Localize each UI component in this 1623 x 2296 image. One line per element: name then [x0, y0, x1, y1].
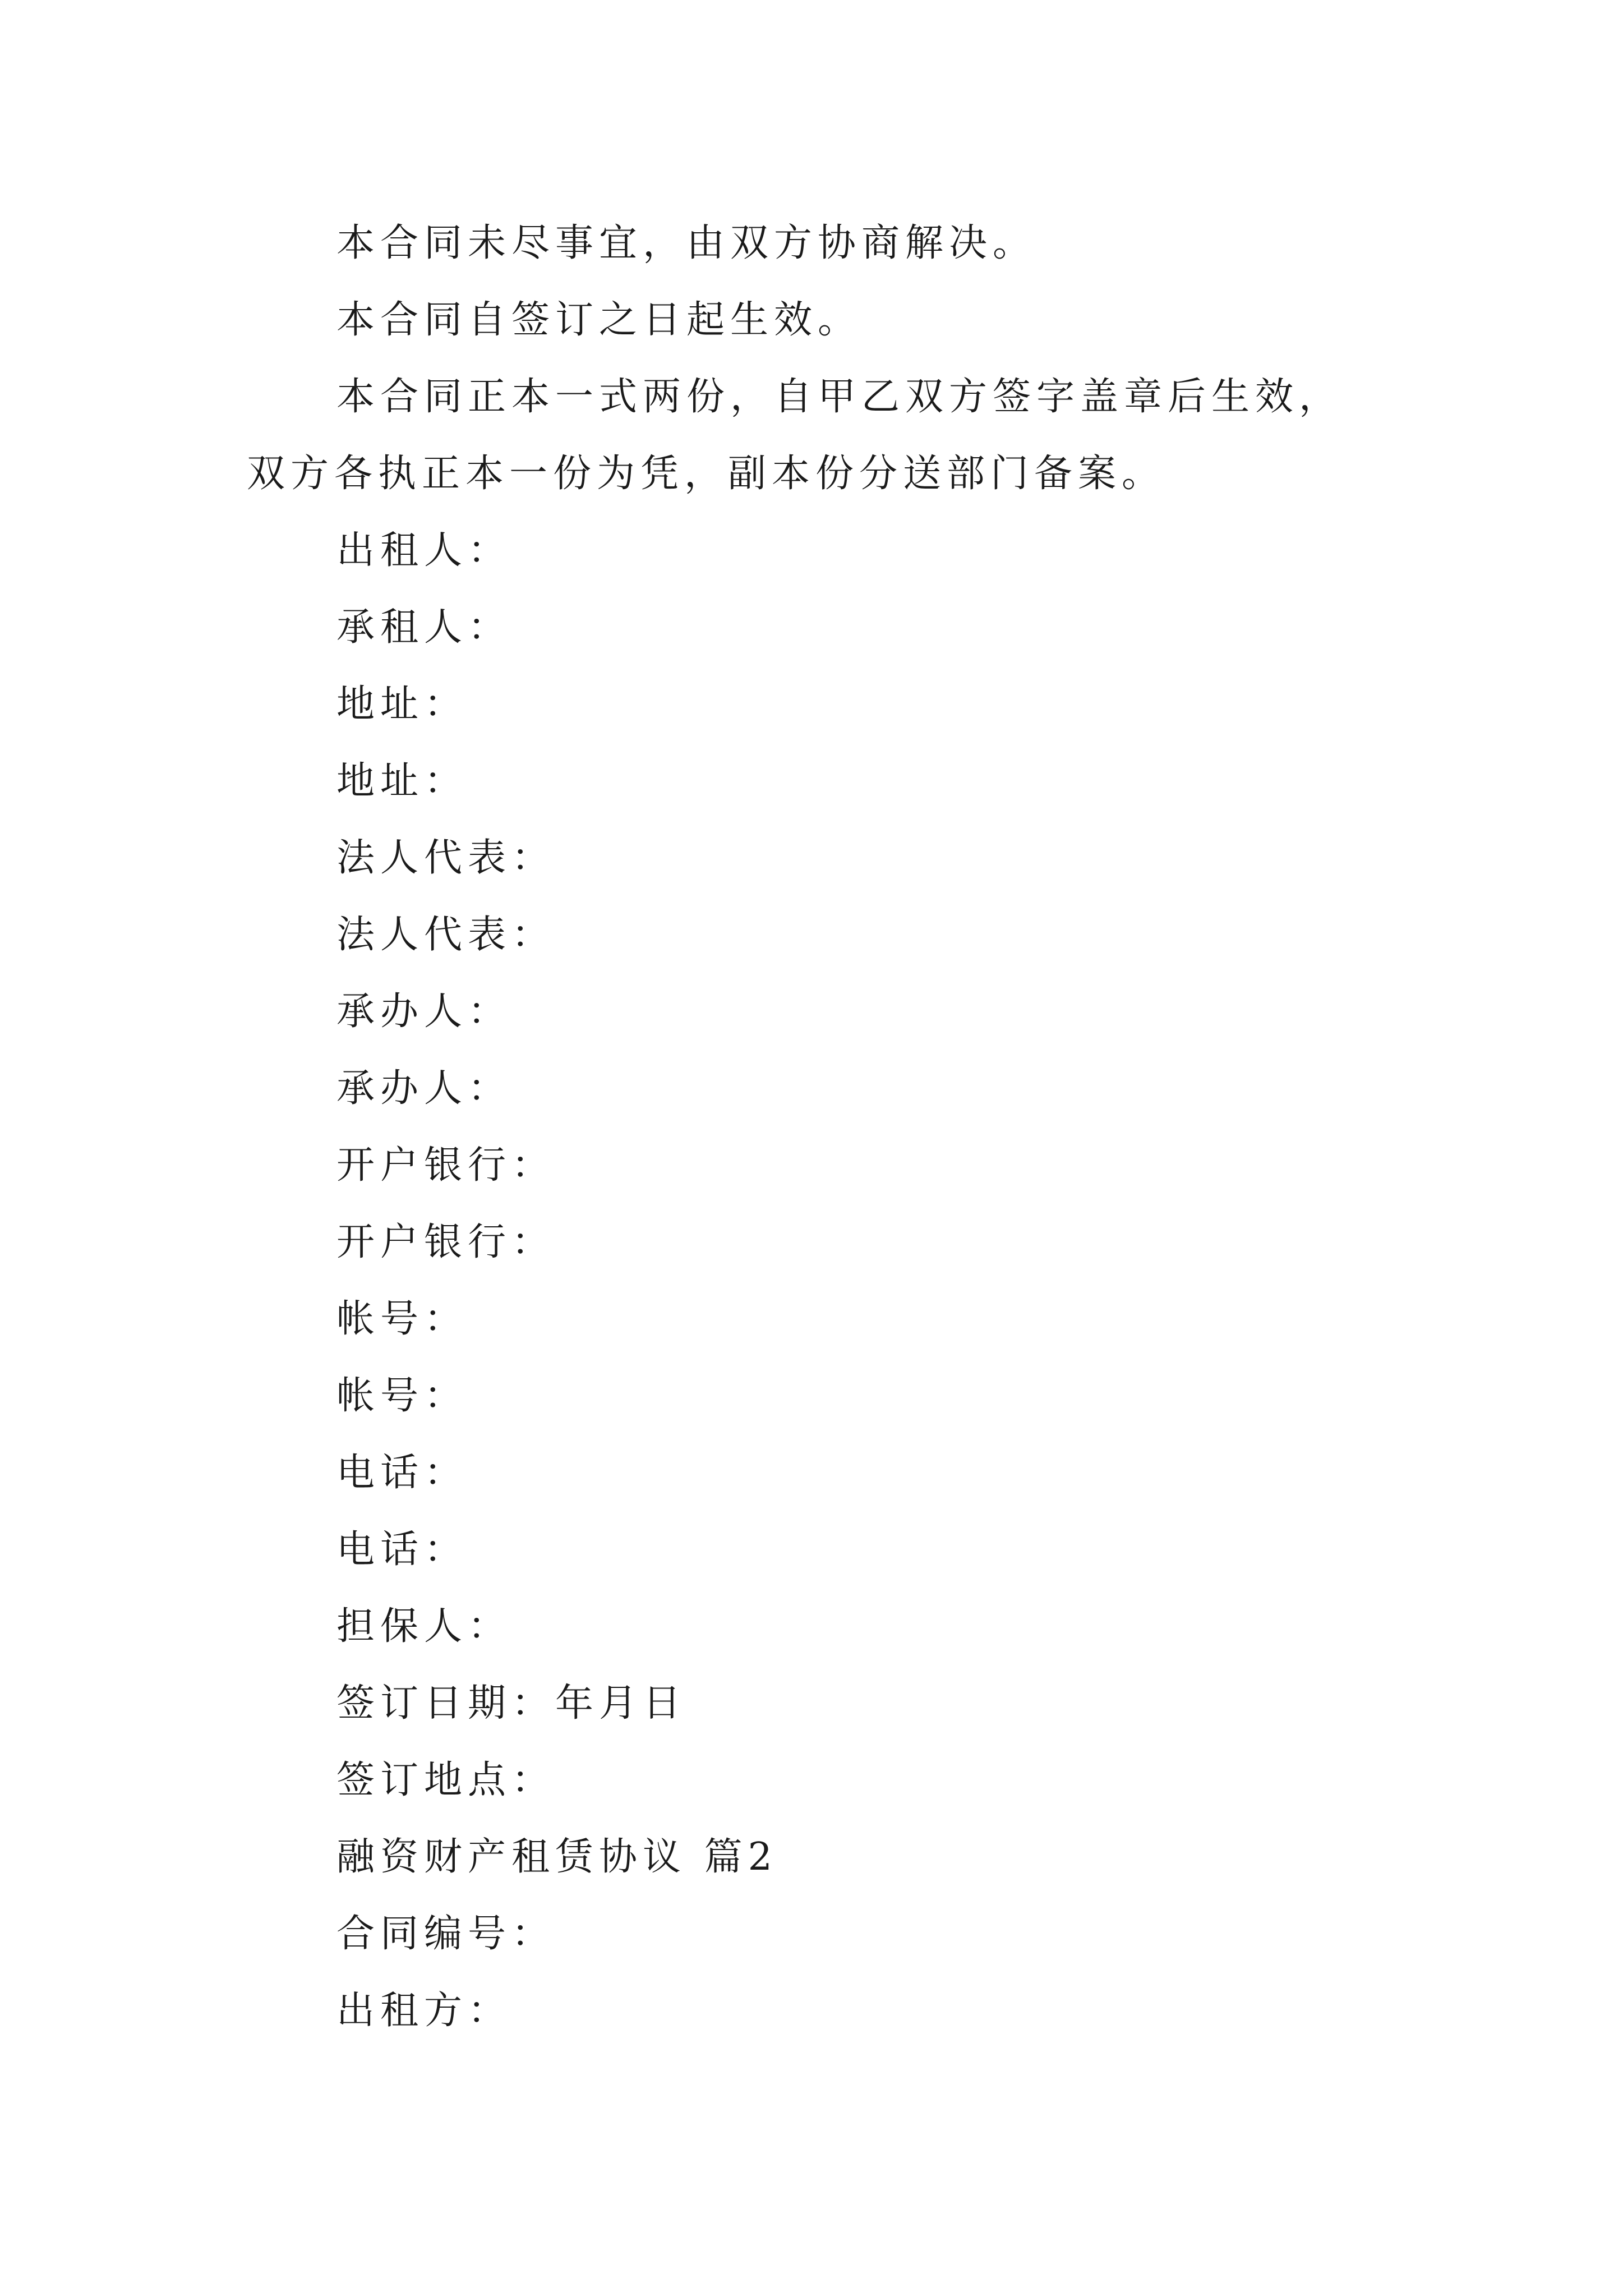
bank-label: 开户银行：	[336, 1220, 556, 1264]
phone-label: 电话：	[336, 1451, 468, 1495]
lessee-label: 承租人：	[336, 605, 512, 650]
address-label: 地址：	[336, 759, 468, 803]
account-number-label: 帐号：	[336, 1297, 468, 1341]
guarantor-label: 担保人：	[336, 1604, 512, 1649]
clause-effective-date: 本合同自签订之日起生效。	[336, 298, 862, 342]
clause-unresolved-matters: 本合同未尽事宜，由双方协商解决。	[336, 221, 1037, 265]
handler-label: 承办人：	[336, 1066, 512, 1111]
handler-label: 承办人：	[336, 990, 512, 1034]
signing-date-label: 签订日期：年月日	[336, 1681, 687, 1726]
signing-location-label: 签订地点：	[336, 1758, 556, 1802]
clause-copies: 本合同正本一式两份，自甲乙双方签字盖章后生效，双方各执正本一份为凭，副本份分送部门备案。	[247, 375, 1343, 496]
legal-representative-label: 法人代表：	[336, 913, 556, 957]
bank-label: 开户银行：	[336, 1143, 556, 1188]
address-label: 地址：	[336, 682, 468, 726]
lessor-label: 出租人：	[336, 528, 512, 573]
account-number-label: 帐号：	[336, 1374, 468, 1418]
document-body	[247, 205, 1385, 2049]
contract-number-label: 合同编号：	[336, 1912, 556, 1956]
phone-label: 电话：	[336, 1527, 468, 1572]
lessor-party-label: 出租方：	[336, 1989, 512, 2033]
legal-representative-label: 法人代表：	[336, 836, 556, 880]
section-heading: 融资财产租赁协议 篇2	[336, 1835, 778, 1879]
